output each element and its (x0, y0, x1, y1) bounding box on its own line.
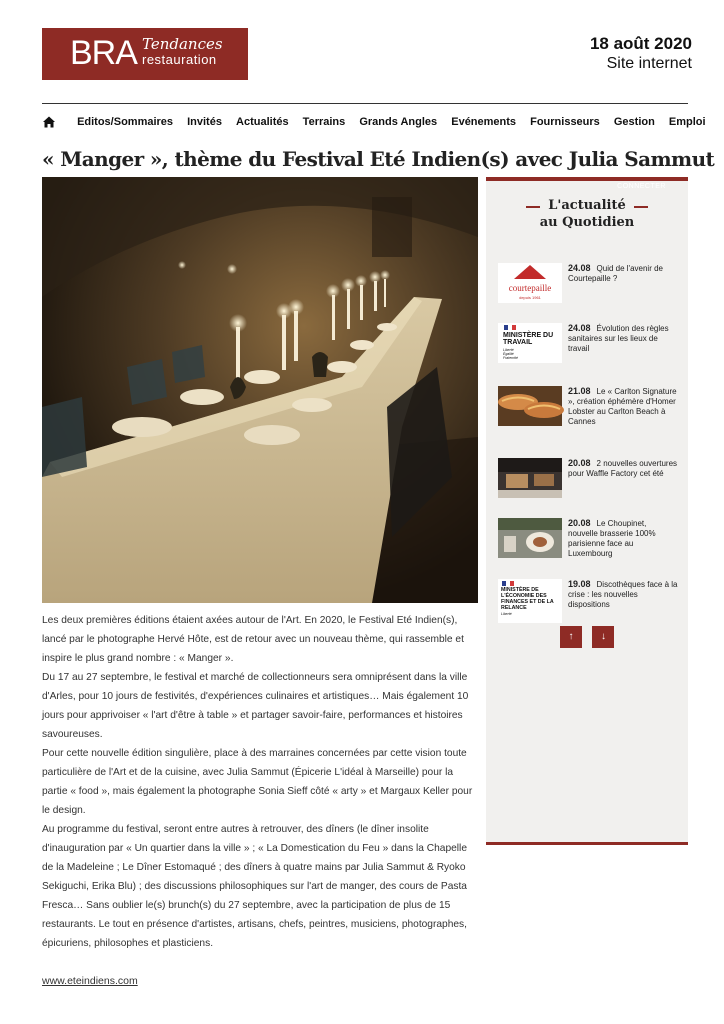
arrow-down-icon: ↓ (600, 631, 606, 642)
news-headline: Le « Carlton Signature », création éphémère d'Homer Lobster au Carlton Beach à Cannes (568, 387, 677, 426)
ministere-travail-label: MINISTÈRE DU TRAVAIL (503, 332, 554, 346)
ministere-economie-motto: Liberté (501, 612, 512, 616)
ministere-travail-logo (498, 323, 562, 363)
news-text (568, 323, 678, 354)
header-divider (42, 103, 688, 104)
press-meta (590, 34, 692, 74)
home-icon[interactable] (42, 115, 56, 129)
courtepaille-logo-sub: depuis 1961 (519, 295, 541, 300)
news-pager (560, 626, 620, 648)
scroll-up-button[interactable] (560, 626, 582, 648)
news-date: 20.08 (568, 518, 591, 528)
nav-item-invites[interactable]: Invités (187, 116, 222, 128)
logo-bra-text: BRA (70, 34, 137, 72)
brand-logo[interactable] (42, 28, 248, 80)
courtepaille-logo (498, 263, 562, 303)
publication-date: 18 août 2020 (589, 34, 692, 53)
nav-item-fournisseurs[interactable]: Fournisseurs (530, 116, 600, 128)
courtepaille-logo-text: courtepaille (508, 283, 552, 293)
news-date: 21.08 (568, 386, 591, 396)
news-headline: Discothèques face à la crise : les nouvelles dispositions (568, 580, 678, 609)
news-sidebar (486, 177, 688, 845)
news-headline: 2 nouvelles ouvertures pour Waffle Factory cet été (568, 459, 678, 478)
sidebar-heading (486, 197, 688, 231)
nav-item-editos[interactable]: Editos/Sommaires (77, 116, 174, 128)
article-paragraph: Du 17 au 27 septembre, le festival et marché de collectionneurs sera omniprésent dans la ville d'Arles, pour 10 jours de festivités, d'expériences culinaires et artistiques… Mais également 10 jours pour apprivoiser « l'art d'être à table » et partager savoir-faire, performances et histoires savoureuses. (42, 672, 469, 740)
logo-tendances-text: Tendances (142, 35, 223, 53)
news-text (568, 518, 678, 559)
news-date: 24.08 (568, 263, 591, 273)
news-item[interactable] (498, 323, 680, 379)
sidebar-heading-line1: L'actualité (548, 198, 626, 213)
sidebar-heading-line2: au Quotidien (539, 215, 635, 230)
nav-item-gestion[interactable]: Gestion (613, 116, 655, 128)
article-paragraph: Les deux premières éditions étaient axées autour de l'Art. En 2020, le Festival Eté Indien(s), lancé par le photographe Hervé Hôte, est de retour avec un nouveau thème, qui rassemble et inspire le plus grand nombre : « Manger ». (42, 615, 464, 664)
nav-item-grands-angles[interactable]: Grands Angles (359, 116, 438, 128)
nav-item-actualites[interactable]: Actualités (236, 116, 289, 128)
article-paragraph: Pour cette nouvelle édition singulière, place à des marraines concernées par cette vision toute particulière de l'Art et de la cuisine, avec Julia Sammut (Épicerie L'idéal à Marseille) pour la partie « food », mais également la photographe Sonia Sieff côté « arty » et Margaux Keller pour le design. (42, 748, 473, 816)
ministere-economie-logo (498, 579, 562, 623)
ministere-travail-motto: Liberté Égalité Fraternité (503, 348, 518, 360)
news-item[interactable] (498, 263, 680, 319)
news-date: 24.08 (568, 323, 591, 333)
article-title: « Manger », thème du Festival Eté Indien(s) avec Julia Sammut (42, 147, 715, 171)
nav-item-emploi[interactable]: Emploi (668, 116, 706, 128)
news-text (568, 263, 678, 284)
ministere-economie-label: MINISTÈRE DE L'ÉCONOMIE DES FINANCES ET DE LA RELANCE (501, 587, 554, 611)
news-headline: Le Choupinet, nouvelle brasserie 100% parisienne face au Luxembourg (568, 519, 656, 558)
article-body (42, 611, 478, 953)
festival-website-link[interactable]: www.eteindiens.com (42, 975, 138, 987)
scroll-down-button[interactable] (592, 626, 614, 648)
logo-restauration-text: restauration (142, 52, 217, 67)
banquet-table-image (42, 177, 478, 603)
news-date: 20.08 (568, 458, 591, 468)
nav-item-evenements[interactable]: Evénements (451, 116, 517, 128)
news-text (568, 458, 678, 479)
lobster-roll-photo (498, 386, 562, 426)
article-paragraph: Au programme du festival, seront entre autres à retrouver, des dîners (le dîner insolite d'inauguration par « Un quartier dans la ville » ; « La Domestication du Feu » dans la Chapelle de la Madeleine ; Le Dîner Estomaqué ; des dîners à quatre mains par Julia Sammut & Ryoko Sekiguchi, Erika Blu) ; des discussions philosophiques sur l'art de manger, des cours de Pasta Fresca… Sans oublier le(s) brunch(s) du 27 septembre, avec la participation de plus de 15 restaurants. Le tout en présence d'artistes, artisans, chefs, peintres, musiciens, photographes, épicuriens, philosophes et plasticiens. (42, 824, 467, 949)
article-photo (42, 177, 478, 603)
choupinet-photo (498, 518, 562, 558)
publication-source: Site internet (606, 55, 692, 72)
news-text (568, 579, 678, 610)
waffle-factory-photo (498, 458, 562, 498)
news-item[interactable] (498, 458, 680, 514)
news-date: 19.08 (568, 579, 591, 589)
news-headline: Quid de l'avenir de Courtepaille ? (568, 264, 663, 283)
news-headline: Évolution des règles sanitaires sur les lieux de travail (568, 324, 669, 353)
nav-item-terrains[interactable]: Terrains (302, 116, 346, 128)
connect-link[interactable]: CONNECTER (617, 183, 666, 190)
news-item[interactable] (498, 386, 680, 442)
news-item[interactable] (498, 518, 680, 574)
main-navigation (42, 112, 706, 132)
news-text (568, 386, 678, 427)
arrow-up-icon: ↑ (568, 631, 574, 642)
